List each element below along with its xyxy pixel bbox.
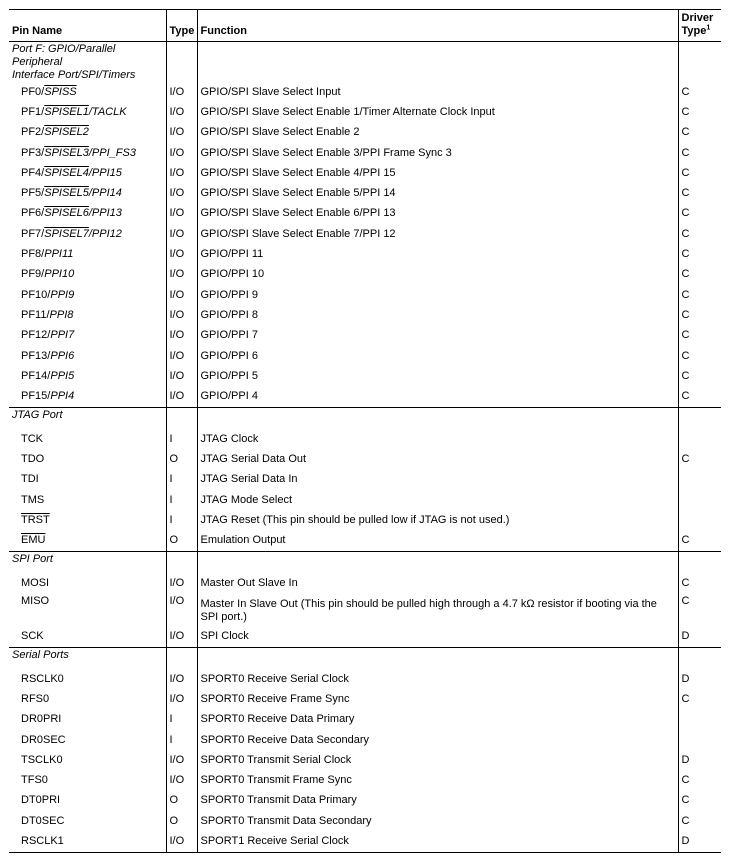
pin-name-active-low: SPISEL5 <box>44 187 89 200</box>
driver-type-cell: C <box>678 244 721 264</box>
pin-name-suffix: /PPI15 <box>88 166 122 179</box>
table-row <box>9 265 721 285</box>
spi-section-label-line: SPI Port <box>12 552 53 565</box>
table-row <box>9 626 721 647</box>
table-row <box>9 510 721 530</box>
port-f-section-label <box>9 42 166 83</box>
function-cell: JTAG Serial Data Out <box>197 449 678 469</box>
pin-name-cell: SCK <box>21 630 44 643</box>
pin-name-prefix: PF11/ <box>21 308 50 321</box>
table-row <box>9 183 721 203</box>
pin-name-prefix: PF12/ <box>21 329 51 342</box>
driver-type-cell <box>678 710 721 730</box>
header-driver-line1: Driver <box>681 12 714 24</box>
port-f-section-header-row <box>9 42 721 83</box>
pin-name-cell <box>9 204 166 224</box>
pin-name-cell: TSCLK0 <box>21 753 63 766</box>
type-cell: I/O <box>166 143 197 163</box>
pin-name-suffix: /PPI13 <box>88 207 122 220</box>
pin-name-cell: MOSI <box>21 576 50 589</box>
pin-name-suffix: PPI4 <box>50 390 75 403</box>
pin-name-active-low: SPISEL6 <box>44 207 89 220</box>
driver-type-cell: C <box>678 204 721 224</box>
jtag-section-blank-type <box>166 407 197 429</box>
table-row <box>9 386 721 407</box>
type-cell: I/O <box>166 626 197 647</box>
pin-name: TRST <box>21 513 50 526</box>
pin-name-prefix: PF1/ <box>21 105 45 118</box>
type-cell: I <box>166 470 197 490</box>
pin-name-cell: DR0SEC <box>21 733 66 746</box>
driver-type-cell: C <box>678 183 721 203</box>
table-row <box>9 490 721 510</box>
table-row <box>9 593 721 626</box>
pin-name-suffix: PPI8 <box>49 308 74 321</box>
driver-type-cell: C <box>678 791 721 811</box>
table-row <box>9 143 721 163</box>
type-cell: I/O <box>166 831 197 852</box>
pin-name-prefix: PF7/ <box>21 227 45 240</box>
pin-name-suffix: PPI11 <box>44 248 74 261</box>
type-cell: I/O <box>166 163 197 183</box>
pin-name-prefix: PF2/ <box>21 126 45 139</box>
driver-type-cell: C <box>678 163 721 183</box>
pin-name-cell: RSCLK0 <box>21 672 64 685</box>
type-cell: O <box>166 811 197 831</box>
pin-name: TMS <box>21 493 45 506</box>
pin-name-prefix: PF4/ <box>21 166 45 179</box>
pin-name-cell: DT0SEC <box>21 814 65 827</box>
type-cell: I/O <box>166 123 197 143</box>
pin-name-active-low: SPISEL2 <box>44 126 89 139</box>
function-cell: GPIO/SPI Slave Select Enable 7/PPI 12 <box>197 224 678 244</box>
pin-name-suffix: PPI6 <box>50 349 75 362</box>
pin-name-cell <box>9 366 166 386</box>
type-cell: I/O <box>166 689 197 709</box>
driver-type-cell: C <box>678 386 721 407</box>
function-cell: GPIO/SPI Slave Select Enable 5/PPI 14 <box>197 183 678 203</box>
type-cell: I/O <box>166 771 197 791</box>
pin-name-cell <box>9 346 166 366</box>
function-cell: GPIO/PPI 8 <box>197 305 678 325</box>
type-cell: I/O <box>166 204 197 224</box>
function-cell: SPORT0 Receive Data Secondary <box>197 730 678 750</box>
type-cell: I/O <box>166 326 197 346</box>
table-row <box>9 346 721 366</box>
type-cell: I <box>166 510 197 530</box>
driver-type-cell: C <box>678 305 721 325</box>
table-row <box>9 285 721 305</box>
pin-name: $\overline{EMU}$ <box>21 534 46 547</box>
table-row <box>9 689 721 709</box>
pin-name-prefix: PF10/ <box>21 288 51 301</box>
type-cell: I/O <box>166 305 197 325</box>
driver-type-cell: C <box>678 102 721 122</box>
header-driver-line2: Type <box>681 25 707 37</box>
table-row <box>9 669 721 689</box>
pin-name-prefix: PF8/ <box>21 248 45 261</box>
driver-type-cell: C <box>678 285 721 305</box>
pin-name-cell: DR0PRI <box>21 713 62 726</box>
header-row <box>9 10 721 42</box>
table-row <box>9 791 721 811</box>
spi-section-blank-function <box>197 551 678 573</box>
driver-type-cell: C <box>678 593 721 626</box>
jtag-section-blank-driver <box>678 407 721 429</box>
driver-type-cell: C <box>678 811 721 831</box>
pin-name-cell <box>9 326 166 346</box>
table-row <box>9 366 721 386</box>
jtag-section-label <box>9 407 166 429</box>
serial-section-label-line: Serial Ports <box>12 648 69 661</box>
pin-name-prefix: PF0/ <box>21 85 45 98</box>
pin-name-suffix: PPI5 <box>50 369 75 382</box>
serial-section-blank-type <box>166 647 197 669</box>
header-pin-name: Pin Name <box>12 25 63 37</box>
spi-section-blank-driver <box>678 551 721 573</box>
driver-type-cell: D <box>678 750 721 770</box>
pin-name-suffix: PPI10 <box>44 268 75 281</box>
table-row <box>9 710 721 730</box>
function-cell: GPIO/PPI 9 <box>197 285 678 305</box>
pin-name-cell <box>9 244 166 264</box>
serial-section-blank-driver <box>678 647 721 669</box>
pin-name-prefix: PF6/ <box>21 207 45 220</box>
header-footnote-mark: 1 <box>706 24 711 32</box>
pin-name-active-low: SPISEL7 <box>44 227 89 240</box>
driver-type-cell <box>678 510 721 530</box>
function-cell: SPORT0 Receive Frame Sync <box>197 689 678 709</box>
table-row <box>9 244 721 264</box>
type-cell: I/O <box>166 669 197 689</box>
pin-name-suffix: /PPI14 <box>88 187 122 200</box>
table-row <box>9 305 721 325</box>
driver-type-cell <box>678 470 721 490</box>
jtag-section-label-line: JTAG Port <box>12 408 63 421</box>
type-cell: O <box>166 449 197 469</box>
function-cell: JTAG Clock <box>197 429 678 449</box>
function-cell: GPIO/PPI 4 <box>197 386 678 407</box>
jtag-section-blank-function <box>197 407 678 429</box>
pin-name-cell <box>9 386 166 407</box>
driver-type-cell: C <box>678 123 721 143</box>
function-cell: GPIO/PPI 10 <box>197 265 678 285</box>
jtag-section-header-row <box>9 407 721 429</box>
function-cell: GPIO/PPI 5 <box>197 366 678 386</box>
spi-section-label <box>9 551 166 573</box>
pin-name-suffix: PPI9 <box>50 288 75 301</box>
function-cell: SPORT0 Receive Data Primary <box>197 710 678 730</box>
driver-type-cell <box>678 490 721 510</box>
function-cell: GPIO/SPI Slave Select Enable 2 <box>197 123 678 143</box>
table-row <box>9 429 721 449</box>
pin-name-suffix: /PPI12 <box>88 227 122 240</box>
pin-name-prefix: PF15/ <box>21 390 51 403</box>
spi-section-header-row <box>9 551 721 573</box>
driver-type-cell: C <box>678 143 721 163</box>
pin-name-cell <box>9 183 166 203</box>
spi-section-blank-type <box>166 551 197 573</box>
pin-name-prefix: PF9/ <box>21 268 45 281</box>
type-cell: I/O <box>166 366 197 386</box>
pin-name: TDI <box>21 473 39 486</box>
type-cell: I <box>166 710 197 730</box>
driver-type-cell <box>678 429 721 449</box>
serial-section-label <box>9 647 166 669</box>
pin-function-table <box>9 9 721 853</box>
pin-name-prefix: PF14/ <box>21 369 51 382</box>
pin-name-cell <box>9 82 166 102</box>
function-cell: GPIO/SPI Slave Select Enable 6/PPI 13 <box>197 204 678 224</box>
table-row <box>9 750 721 770</box>
pin-name-cell: DT0PRI <box>21 794 61 807</box>
pin-name-cell <box>9 285 166 305</box>
header-driver-type <box>678 10 721 42</box>
pin-name-active-low: SPISEL3 <box>44 146 89 159</box>
type-cell: I/O <box>166 386 197 407</box>
function-cell: JTAG Mode Select <box>197 490 678 510</box>
table-row <box>9 531 721 552</box>
driver-type-cell: C <box>678 771 721 791</box>
table-row <box>9 102 721 122</box>
pin-name-suffix: PPI7 <box>50 329 75 342</box>
function-cell: SPORT1 Receive Serial Clock <box>197 831 678 852</box>
table-row <box>9 204 721 224</box>
pin-name-cell <box>9 470 166 490</box>
type-cell: I/O <box>166 224 197 244</box>
function-cell: JTAG Serial Data In <box>197 470 678 490</box>
driver-type-cell: C <box>678 346 721 366</box>
table-row <box>9 326 721 346</box>
function-cell: GPIO/SPI Slave Select Enable 3/PPI Frame Sync 3 <box>197 143 678 163</box>
table-row <box>9 470 721 490</box>
table-row <box>9 82 721 102</box>
table-row <box>9 771 721 791</box>
driver-type-cell <box>678 730 721 750</box>
pin-name-cell <box>9 449 166 469</box>
header-function: Function <box>197 10 678 42</box>
table-row <box>9 449 721 469</box>
type-cell: O <box>166 791 197 811</box>
function-cell: Master Out Slave In <box>197 573 678 593</box>
pin-name-active-low: SPISEL4 <box>44 166 89 179</box>
type-cell: I/O <box>166 573 197 593</box>
driver-type-cell: C <box>678 573 721 593</box>
pin-name-cell <box>9 163 166 183</box>
driver-type-cell: C <box>678 531 721 552</box>
pin-name-prefix: PF13/ <box>21 349 51 362</box>
driver-type-cell: D <box>678 669 721 689</box>
type-cell: I/O <box>166 183 197 203</box>
driver-type-cell: C <box>678 326 721 346</box>
pin-name-cell <box>9 224 166 244</box>
function-cell: GPIO/PPI 11 <box>197 244 678 264</box>
pin-name-cell: RSCLK1 <box>9 831 166 852</box>
function-cell: GPIO/PPI 6 <box>197 346 678 366</box>
pin-name-cell <box>9 531 166 552</box>
serial-section-header-row <box>9 647 721 669</box>
type-cell: I/O <box>166 82 197 102</box>
pin-name-suffix: /PPI_FS3 <box>88 146 136 159</box>
type-cell: I <box>166 730 197 750</box>
function-cell: SPORT0 Transmit Serial Clock <box>197 750 678 770</box>
driver-type-cell: C <box>678 449 721 469</box>
type-cell: O <box>166 531 197 552</box>
table-row <box>9 811 721 831</box>
function-cell: JTAG Reset (This pin should be pulled low if JTAG is not used.) <box>197 510 678 530</box>
type-cell: I/O <box>166 285 197 305</box>
function-cell: GPIO/PPI 7 <box>197 326 678 346</box>
pin-name-prefix: PF5/ <box>21 187 45 200</box>
function-cell: SPI Clock <box>197 626 678 647</box>
function-cell: SPORT0 Receive Serial Clock <box>197 669 678 689</box>
pin-name-active-low: SPISS <box>44 85 77 98</box>
function-cell: Master In Slave Out (This pin should be pulled high through a 4.7 kΩ resistor if booting via the SPI port.) <box>197 593 678 626</box>
function-cell: Emulation Output <box>197 531 678 552</box>
pin-name-cell <box>9 123 166 143</box>
pin-name: TDO <box>21 452 45 465</box>
pin-name-prefix: PF3/ <box>21 146 45 159</box>
pin-name-cell <box>9 143 166 163</box>
pin-name-cell <box>9 265 166 285</box>
driver-type-cell: C <box>678 689 721 709</box>
type-cell: I/O <box>166 593 197 626</box>
pin-name-cell: TFS0 <box>21 774 48 787</box>
type-cell: I/O <box>166 265 197 285</box>
function-cell: GPIO/SPI Slave Select Enable 4/PPI 15 <box>197 163 678 183</box>
function-cell: GPIO/SPI Slave Select Enable 1/Timer Alternate Clock Input <box>197 102 678 122</box>
type-cell: I <box>166 490 197 510</box>
pin-name-cell <box>9 490 166 510</box>
table-row <box>9 123 721 143</box>
pin-name-cell: MISO <box>21 595 50 608</box>
driver-type-cell: C <box>678 224 721 244</box>
table-row <box>9 163 721 183</box>
port-f-section-label-line: Port F: GPIO/Parallel Peripheral <box>12 43 116 68</box>
serial-section-blank-function <box>197 647 678 669</box>
table-row <box>9 831 721 852</box>
pin-name-cell <box>9 429 166 449</box>
driver-type-cell: D <box>678 831 721 852</box>
table-row <box>9 224 721 244</box>
pin-name-cell <box>9 305 166 325</box>
port-f-section-blank-driver <box>678 42 721 83</box>
type-cell: I <box>166 429 197 449</box>
driver-type-cell: C <box>678 265 721 285</box>
type-cell: I/O <box>166 244 197 264</box>
function-cell: GPIO/SPI Slave Select Input <box>197 82 678 102</box>
table-row <box>9 730 721 750</box>
function-cell: SPORT0 Transmit Frame Sync <box>197 771 678 791</box>
pin-name: TCK <box>21 432 43 445</box>
pin-name-active-low: SPISEL1 <box>44 105 89 118</box>
driver-type-cell: D <box>678 626 721 647</box>
driver-type-cell: C <box>678 82 721 102</box>
function-cell: SPORT0 Transmit Data Primary <box>197 791 678 811</box>
pin-name-cell <box>9 510 166 530</box>
port-f-section-label-line: Interface Port/SPI/Timers <box>12 69 136 81</box>
type-cell: I/O <box>166 346 197 366</box>
pin-name-cell: RFS0 <box>21 692 50 705</box>
type-cell: I/O <box>166 102 197 122</box>
port-f-section-blank-type <box>166 42 197 83</box>
header-type: Type <box>166 10 197 42</box>
port-f-section-blank-function <box>197 42 678 83</box>
table-row <box>9 573 721 593</box>
function-cell: SPORT0 Transmit Data Secondary <box>197 811 678 831</box>
pin-name-suffix: /TACLK <box>88 105 127 118</box>
type-cell: I/O <box>166 750 197 770</box>
driver-type-cell: C <box>678 366 721 386</box>
pin-name-cell <box>9 102 166 122</box>
